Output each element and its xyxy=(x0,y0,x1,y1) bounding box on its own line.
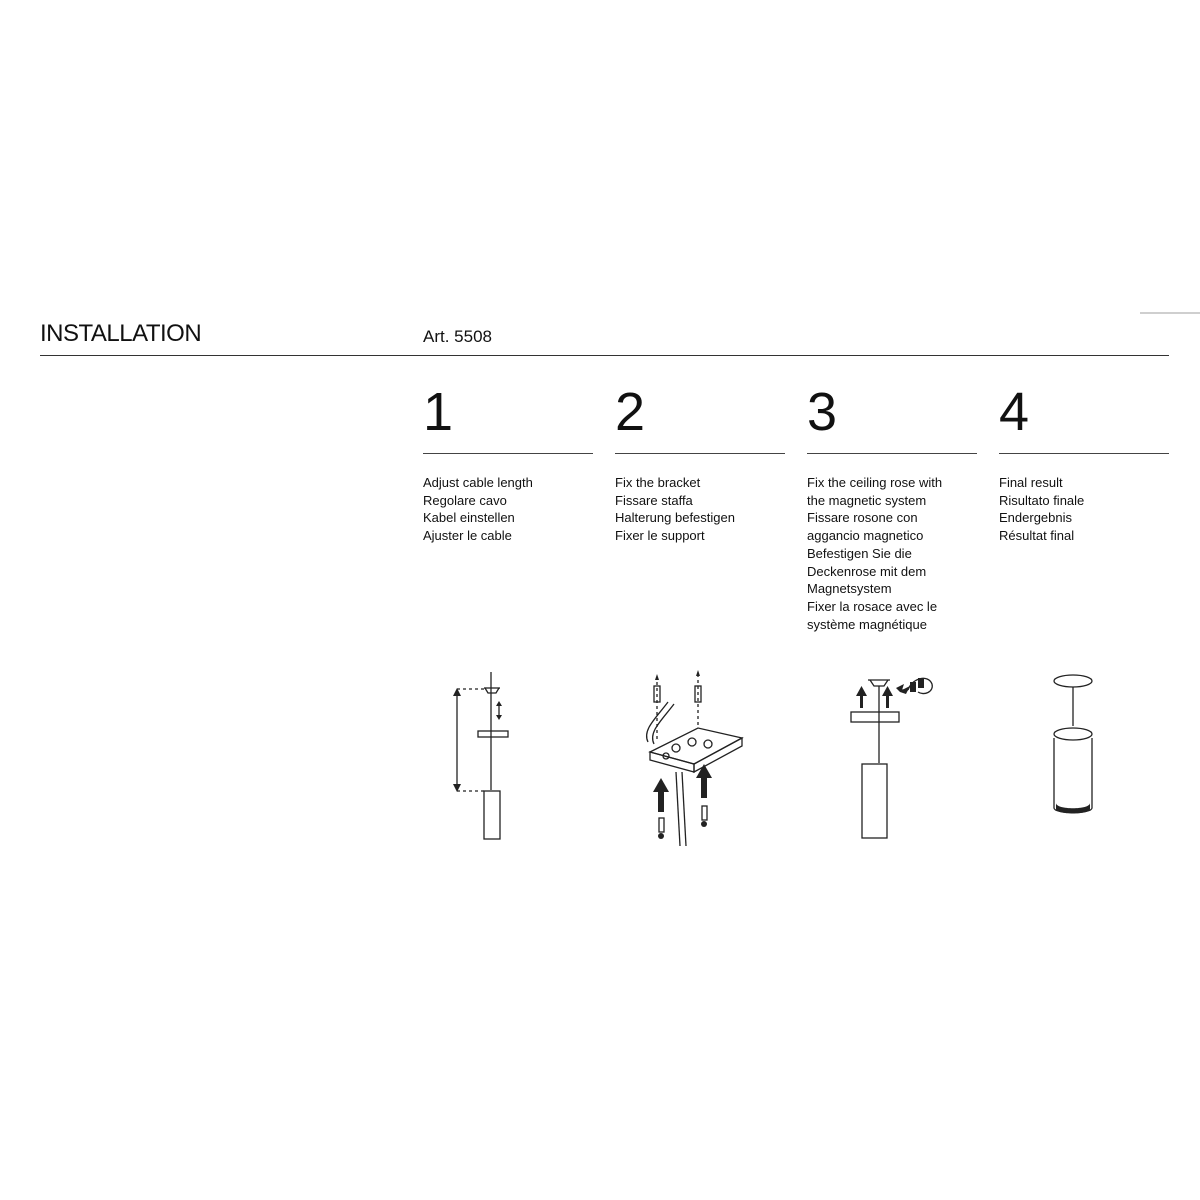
step-divider xyxy=(807,453,977,454)
step-instructions xyxy=(615,474,785,545)
step-instructions xyxy=(807,474,977,633)
instruction-line: Kabel einstellen xyxy=(423,510,515,526)
instruction-line: Fissare staffa xyxy=(615,492,693,508)
header-divider xyxy=(40,355,1169,356)
bracket-icon xyxy=(636,668,746,853)
instruction-line: Adjust cable length xyxy=(423,475,533,490)
instruction-line: Magnetsystem xyxy=(807,581,892,597)
step-instructions xyxy=(999,474,1169,545)
instruction-line: Regolare cavo xyxy=(423,492,507,508)
pendant-lamp-icon xyxy=(1046,668,1106,828)
cable-length-icon xyxy=(440,668,520,848)
instruction-line: Fixer le support xyxy=(615,528,705,544)
step-number: 2 xyxy=(615,382,646,442)
instruction-line: Deckenrose mit dem xyxy=(807,563,927,579)
step-2 xyxy=(615,380,785,545)
instruction-line: aggancio magnetico xyxy=(807,528,924,544)
article-number: Art. 5508 xyxy=(423,327,492,346)
instruction-line: Halterung befestigen xyxy=(615,510,735,526)
page-title: INSTALLATION xyxy=(40,320,202,347)
instruction-line: Endergebnis xyxy=(999,510,1072,526)
instruction-line: Fix the ceiling rose with xyxy=(807,475,943,490)
step-4 xyxy=(999,380,1169,545)
instruction-line: Risultato finale xyxy=(999,492,1085,508)
instruction-line: Befestigen Sie die xyxy=(807,545,912,561)
step-number: 1 xyxy=(423,382,454,442)
instruction-line: the magnetic system xyxy=(807,492,927,508)
step-3 xyxy=(807,380,977,633)
top-accent-line xyxy=(1140,312,1200,314)
instruction-line: Final result xyxy=(999,475,1063,490)
step-divider xyxy=(999,453,1169,454)
instruction-line: Résultat final xyxy=(999,528,1075,544)
instruction-line: Fixer la rosace avec le xyxy=(807,598,938,614)
instruction-line: Fix the bracket xyxy=(615,475,701,490)
instruction-line: Ajuster le cable xyxy=(423,528,512,544)
ceiling-rose-icon xyxy=(846,666,946,846)
step-number: 3 xyxy=(807,382,838,442)
step-instructions xyxy=(423,474,593,545)
step-number: 4 xyxy=(999,382,1030,442)
instruction-line: système magnétique xyxy=(807,616,927,632)
instruction-line: Fissare rosone con xyxy=(807,510,918,526)
step-1 xyxy=(423,380,593,545)
step-divider xyxy=(615,453,785,454)
step-divider xyxy=(423,453,593,454)
